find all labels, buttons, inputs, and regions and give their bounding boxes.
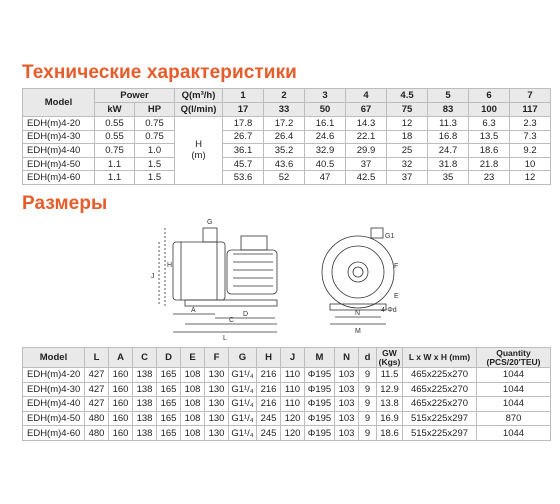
dimensions-model-cell: EDH(m)4-20 — [23, 368, 85, 383]
specs-row — [23, 117, 551, 131]
specs-heading: Технические характеристики — [22, 62, 297, 83]
specs-head-value-cell: 29.9 — [346, 144, 387, 158]
pump-base-shape — [185, 300, 277, 306]
specs-model-cell: EDH(m)4-30 — [23, 130, 95, 144]
dimensions-value-cell: G1¹/₄ — [229, 382, 257, 397]
specs-head-value-cell: 47 — [305, 171, 346, 185]
dimensions-header-cell: C — [133, 348, 157, 368]
dimensions-value-cell: 130 — [205, 368, 229, 383]
dimensions-value-cell: 130 — [205, 397, 229, 412]
label-holes: 4-Φd — [381, 307, 397, 314]
dimensions-value-cell: G1¹/₄ — [229, 426, 257, 441]
specs-head-value-cell: 2.3 — [510, 117, 551, 131]
dimensions-value-cell: 120 — [281, 411, 305, 426]
specs-head-value-cell: 24.6 — [305, 130, 346, 144]
specs-head-value-cell: 7.3 — [510, 130, 551, 144]
specs-q-m3h-cell: 4 — [346, 89, 387, 103]
dimensions-header-cell: G — [229, 348, 257, 368]
specs-head-value-cell: 22.1 — [346, 130, 387, 144]
specs-head-value-cell: 21.8 — [469, 157, 510, 171]
specs-head-value-cell: 52 — [264, 171, 305, 185]
dimensions-value-cell: 103 — [335, 426, 359, 441]
specs-head-value-cell: 42.5 — [346, 171, 387, 185]
inlet-bore-circle — [353, 267, 363, 277]
specs-hp-cell: 0.75 — [135, 130, 175, 144]
dimensions-row — [23, 397, 551, 412]
label-n: N — [355, 310, 361, 317]
dimensions-value-cell: 108 — [181, 368, 205, 383]
dimensions-value-cell: 16.9 — [377, 411, 403, 426]
dimensions-value-cell: 216 — [257, 397, 281, 412]
specs-q-m3h-cell: 4.5 — [387, 89, 428, 103]
specs-q-m3h-cell: 7 — [510, 89, 551, 103]
specs-q-lmin-cell: 75 — [387, 103, 428, 117]
specs-head-value-cell: 6.3 — [469, 117, 510, 131]
dimensions-value-cell: 165 — [157, 397, 181, 412]
dimensions-value-cell: 130 — [205, 426, 229, 441]
dimensions-model-cell: EDH(m)4-60 — [23, 426, 85, 441]
label-m: M — [355, 328, 361, 335]
specs-kw-cell: 0.75 — [95, 144, 135, 158]
specs-head-value-cell: 53.6 — [223, 171, 264, 185]
dimensions-value-cell: 108 — [181, 382, 205, 397]
specs-header-kw: kW — [95, 103, 135, 117]
dimensions-table — [22, 347, 551, 441]
dimensions-value-cell: 138 — [133, 397, 157, 412]
motor-body-shape — [227, 250, 277, 294]
dimensions-value-cell: 245 — [257, 411, 281, 426]
dimensions-value-cell: 427 — [85, 368, 109, 383]
dimensions-header-row — [23, 348, 551, 368]
specs-head-value-cell: 18.6 — [469, 144, 510, 158]
label-g: G — [207, 219, 213, 226]
specs-hp-cell: 0.75 — [135, 117, 175, 131]
dimensions-row — [23, 382, 551, 397]
specs-header-q-lmin: Q(l/min) — [175, 103, 223, 117]
dimensions-value-cell: 160 — [109, 368, 133, 383]
dimensions-header-cell: N — [335, 348, 359, 368]
specs-head-label: H — [195, 139, 202, 151]
specs-model-cell: EDH(m)4-40 — [23, 144, 95, 158]
specs-head-value-cell: 23 — [469, 171, 510, 185]
dimensions-value-cell: Φ195 — [305, 368, 335, 383]
dimensions-value-cell: 103 — [335, 368, 359, 383]
dimensions-value-cell: 12.9 — [377, 382, 403, 397]
dimensions-value-cell: 465x225x270 — [403, 382, 477, 397]
specs-head-value-cell: 14.3 — [346, 117, 387, 131]
dimensions-value-cell: 216 — [257, 382, 281, 397]
specs-head-value-cell: 26.4 — [264, 130, 305, 144]
dimensions-value-cell: 160 — [109, 411, 133, 426]
dimensions-value-cell: Φ195 — [305, 382, 335, 397]
dimensions-value-cell: 18.6 — [377, 426, 403, 441]
dimensions-value-cell: 110 — [281, 368, 305, 383]
dimensions-value-cell: 120 — [281, 426, 305, 441]
dimensions-value-cell: 110 — [281, 382, 305, 397]
specs-row — [23, 144, 551, 158]
specs-head-value-cell: 45.7 — [223, 157, 264, 171]
specs-kw-cell: 1.1 — [95, 157, 135, 171]
specs-head-value-cell: 32 — [387, 157, 428, 171]
specs-head-value-cell: 10 — [510, 157, 551, 171]
dimensions-value-cell: 103 — [335, 411, 359, 426]
dimensions-header-cell: Quantity (PCS/20'TEU) — [477, 348, 551, 368]
dimensions-value-cell: 480 — [85, 411, 109, 426]
inlet-circle — [348, 262, 368, 282]
end-view-outer-circle — [322, 236, 394, 308]
terminal-box-shape — [241, 236, 267, 250]
specs-head-value-cell: 9.2 — [510, 144, 551, 158]
dimensions-model-cell: EDH(m)4-30 — [23, 382, 85, 397]
specs-q-m3h-cell: 1 — [223, 89, 264, 103]
label-g1: G1 — [385, 233, 395, 240]
dimensions-value-cell: 130 — [205, 382, 229, 397]
dimensions-value-cell: Φ195 — [305, 426, 335, 441]
dimensions-value-cell: 103 — [335, 382, 359, 397]
pump-dimension-drawing — [145, 212, 415, 342]
specs-model-cell: EDH(m)4-60 — [23, 171, 95, 185]
dimensions-value-cell: 108 — [181, 411, 205, 426]
specs-kw-cell: 1.1 — [95, 171, 135, 185]
specs-row — [23, 171, 551, 185]
dimensions-value-cell: 427 — [85, 397, 109, 412]
specs-head-value-cell: 35 — [428, 171, 469, 185]
dimensions-header-cell: E — [181, 348, 205, 368]
dimensions-value-cell: Φ195 — [305, 397, 335, 412]
outlet-shape — [203, 228, 217, 242]
specs-head-value-cell: 37 — [387, 171, 428, 185]
label-d: D — [243, 311, 249, 318]
dimensions-header-cell: GW (Kgs) — [377, 348, 403, 368]
dimensions-header-cell: D — [157, 348, 181, 368]
dimensions-row — [23, 368, 551, 383]
dimensions-header-cell: H — [257, 348, 281, 368]
specs-q-m3h-cell: 5 — [428, 89, 469, 103]
label-c: C — [229, 317, 235, 324]
dimensions-value-cell: 13.8 — [377, 397, 403, 412]
outlet-end-shape — [371, 228, 383, 238]
dimensions-header-cell: M — [305, 348, 335, 368]
dimensions-value-cell: 870 — [477, 411, 551, 426]
specs-q-lmin-cell: 83 — [428, 103, 469, 117]
specs-row — [23, 130, 551, 144]
label-a: A — [191, 307, 196, 314]
dimensions-row — [23, 426, 551, 441]
specs-model-cell: EDH(m)4-50 — [23, 157, 95, 171]
specs-hp-cell: 1.5 — [135, 157, 175, 171]
specs-hp-cell: 1.5 — [135, 171, 175, 185]
dimensions-value-cell: 11.5 — [377, 368, 403, 383]
dimensions-value-cell: 465x225x270 — [403, 368, 477, 383]
specs-model-cell: EDH(m)4-20 — [23, 117, 95, 131]
dimensions-value-cell: 165 — [157, 411, 181, 426]
dimensions-header-cell: d — [359, 348, 377, 368]
dimensions-value-cell: 515x225x297 — [403, 426, 477, 441]
dimensions-value-cell: Φ195 — [305, 411, 335, 426]
dimensions-value-cell: 9 — [359, 426, 377, 441]
label-l: L — [223, 335, 227, 342]
dimensions-value-cell: 9 — [359, 382, 377, 397]
dimensions-value-cell: 245 — [257, 426, 281, 441]
specs-q-m3h-cell: 6 — [469, 89, 510, 103]
specs-q-m3h-cell: 3 — [305, 89, 346, 103]
dimensions-table-body — [23, 368, 551, 441]
dimensions-value-cell: 1044 — [477, 382, 551, 397]
dimensions-header-cell: A — [109, 348, 133, 368]
dimensions-value-cell: 110 — [281, 397, 305, 412]
specs-head-value-cell: 24.7 — [428, 144, 469, 158]
end-view-inner-circle — [332, 246, 384, 298]
specs-head-value-cell: 35.2 — [264, 144, 305, 158]
specs-head-value-cell: 17.2 — [264, 117, 305, 131]
dimensions-heading: Размеры — [22, 193, 108, 214]
specs-head-unit: (m) — [191, 150, 206, 162]
dimensions-value-cell: 138 — [133, 382, 157, 397]
specs-head-value-cell: 25 — [387, 144, 428, 158]
specs-table-body — [23, 117, 551, 185]
label-e: E — [394, 293, 399, 300]
specs-q-m3h-cell: 2 — [264, 89, 305, 103]
specs-head-label-cell — [175, 117, 223, 185]
dimensions-value-cell: 9 — [359, 411, 377, 426]
specs-kw-cell: 0.55 — [95, 117, 135, 131]
dimensions-value-cell: 138 — [133, 368, 157, 383]
dimensions-value-cell: 165 — [157, 368, 181, 383]
dimensions-row — [23, 411, 551, 426]
dimensions-value-cell: 108 — [181, 426, 205, 441]
specs-kw-cell: 0.55 — [95, 130, 135, 144]
label-j: J — [151, 273, 155, 280]
dimensions-value-cell: 465x225x270 — [403, 397, 477, 412]
dimensions-model-cell: EDH(m)4-50 — [23, 411, 85, 426]
dimensions-value-cell: 160 — [109, 426, 133, 441]
specs-head-value-cell: 18 — [387, 130, 428, 144]
dimensions-value-cell: 165 — [157, 382, 181, 397]
specs-q-lmin-cell: 17 — [223, 103, 264, 117]
dimensions-value-cell: G1¹/₄ — [229, 411, 257, 426]
specs-head-value-cell: 37 — [346, 157, 387, 171]
dimensions-header-cell: L — [85, 348, 109, 368]
specs-header-hp: HP — [135, 103, 175, 117]
dimensions-value-cell: 9 — [359, 368, 377, 383]
specs-header-model: Model — [23, 89, 95, 117]
dimensions-value-cell: 515x225x297 — [403, 411, 477, 426]
dimensions-value-cell: 160 — [109, 397, 133, 412]
specs-head-value-cell: 32.9 — [305, 144, 346, 158]
specs-head-value-cell: 16.1 — [305, 117, 346, 131]
specs-head-value-cell: 36.1 — [223, 144, 264, 158]
specs-row — [23, 157, 551, 171]
specs-head-value-cell: 12 — [510, 171, 551, 185]
specs-head-value-cell: 40.5 — [305, 157, 346, 171]
dimensions-model-cell: EDH(m)4-40 — [23, 397, 85, 412]
specs-head-value-cell: 26.7 — [223, 130, 264, 144]
dimensions-value-cell: 138 — [133, 426, 157, 441]
dimensions-value-cell: 1044 — [477, 426, 551, 441]
dimensions-value-cell: 160 — [109, 382, 133, 397]
dimensions-value-cell: 103 — [335, 397, 359, 412]
specs-head-value-cell: 17.8 — [223, 117, 264, 131]
specs-head-value-cell: 12 — [387, 117, 428, 131]
specs-head-value-cell: 16.8 — [428, 130, 469, 144]
dimensions-header-cell: F — [205, 348, 229, 368]
specs-q-lmin-cell: 117 — [510, 103, 551, 117]
specs-q-lmin-cell: 50 — [305, 103, 346, 117]
dimensions-value-cell: 130 — [205, 411, 229, 426]
specs-q-lmin-cell: 67 — [346, 103, 387, 117]
dimensions-value-cell: G1¹/₄ — [229, 397, 257, 412]
specs-header-q-m3h: Q(m³/h) — [175, 89, 223, 103]
dimensions-header-cell: L x W x H (mm) — [403, 348, 477, 368]
specs-q-lmin-cell: 100 — [469, 103, 510, 117]
specs-head-value-cell: 31.8 — [428, 157, 469, 171]
dimensions-value-cell: 216 — [257, 368, 281, 383]
specs-hp-cell: 1.0 — [135, 144, 175, 158]
dimensions-value-cell: 480 — [85, 426, 109, 441]
dimensions-header-cell: J — [281, 348, 305, 368]
specs-header-power: Power — [95, 89, 175, 103]
dimensions-value-cell: 138 — [133, 411, 157, 426]
specs-head-value-cell: 11.3 — [428, 117, 469, 131]
dimensions-value-cell: G1¹/₄ — [229, 368, 257, 383]
label-h: H — [167, 262, 173, 269]
dimensions-value-cell: 1044 — [477, 368, 551, 383]
dimensions-value-cell: 9 — [359, 397, 377, 412]
label-f: F — [394, 263, 399, 270]
specs-head-value-cell: 43.6 — [264, 157, 305, 171]
dimensions-header-cell: Model — [23, 348, 85, 368]
dimensions-value-cell: 1044 — [477, 397, 551, 412]
dimensions-value-cell: 108 — [181, 397, 205, 412]
dimensions-value-cell: 165 — [157, 426, 181, 441]
specs-table — [22, 88, 551, 185]
dimensions-value-cell: 427 — [85, 382, 109, 397]
specs-q-lmin-cell: 33 — [264, 103, 305, 117]
specs-head-value-cell: 13.5 — [469, 130, 510, 144]
